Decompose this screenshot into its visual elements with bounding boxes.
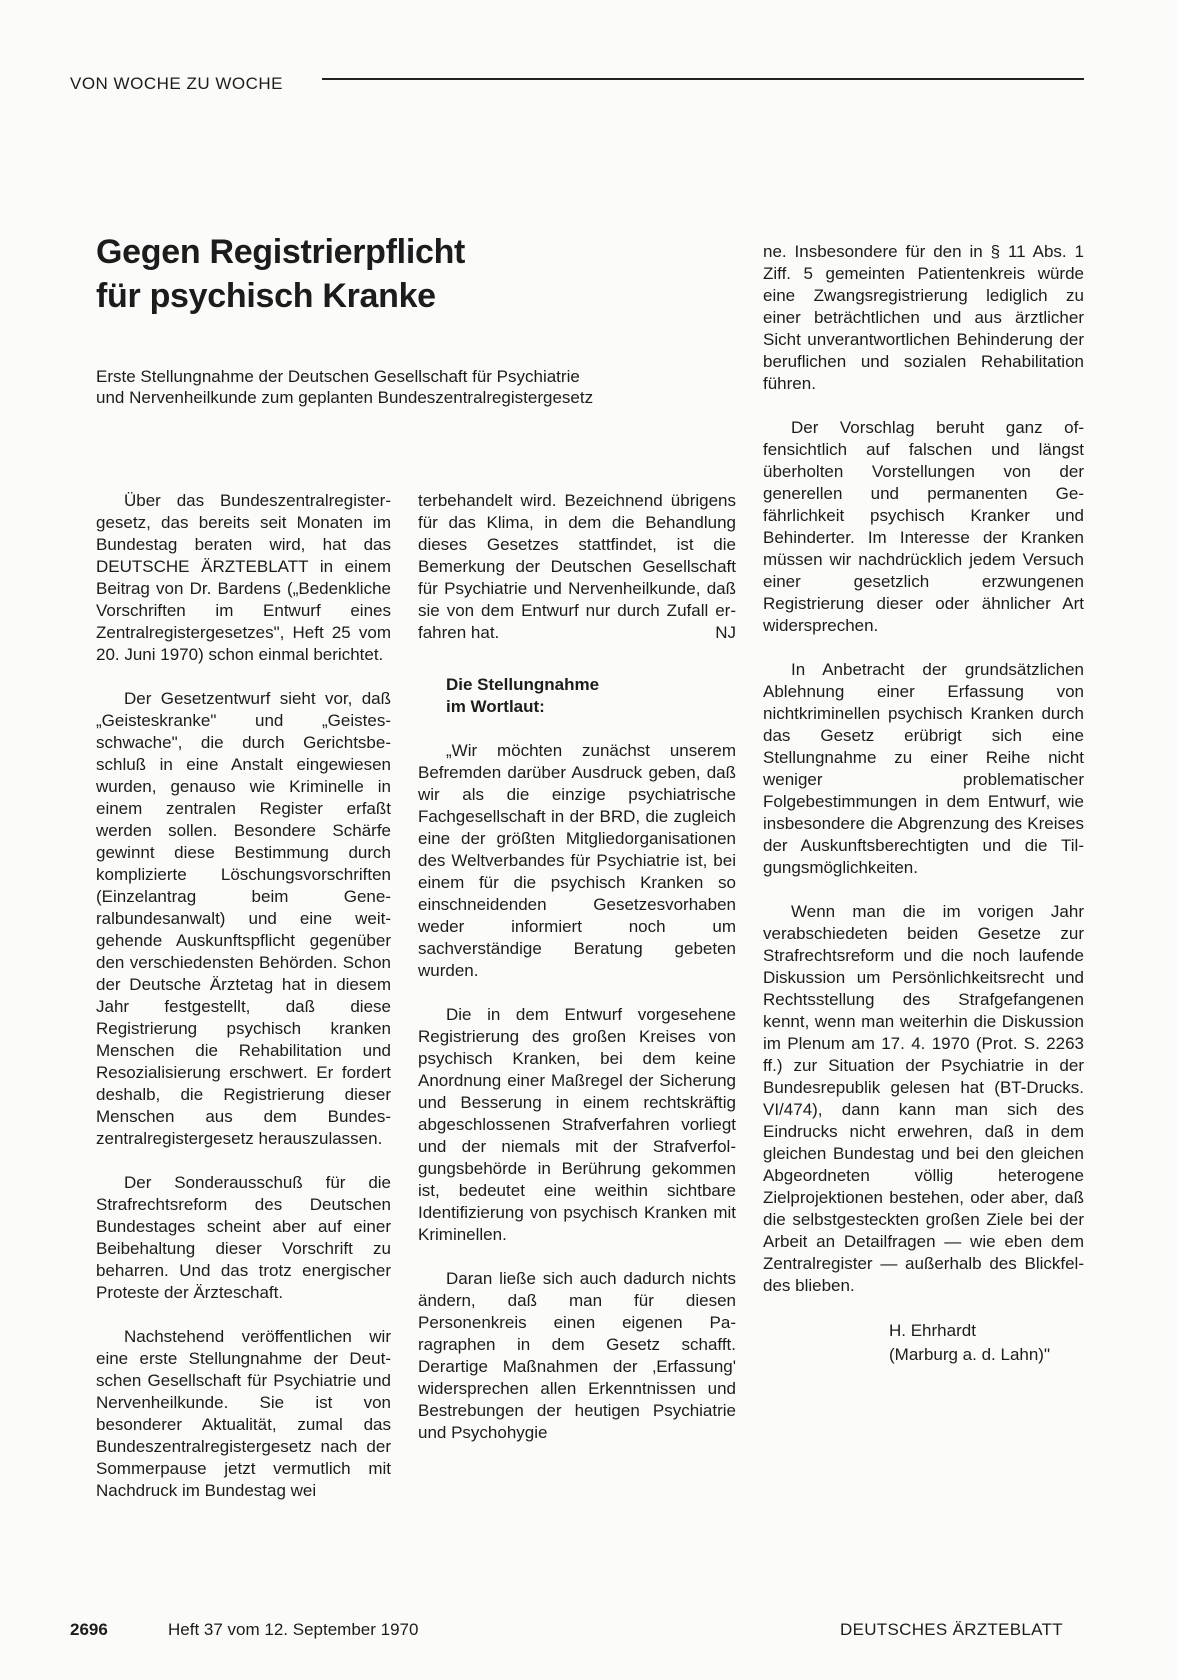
- header-rule: [322, 78, 1084, 80]
- paragraph: Daran ließe sich auch dadurch nichts ändern, daß man für diesen Personenkreis einen eigenen Paragraphen in dem Gesetz schafft. Derartige Maßnahmen der ‚Erfassung' widersprechen allen Erkenntnissen und Bestrebungen der heutigen Psychiatrie und Psychohygie: [418, 1269, 736, 1442]
- signature-place: (Marburg a. d. Lahn)": [889, 1345, 1051, 1364]
- article-subtitle: [96, 366, 716, 408]
- article-title: [96, 230, 616, 318]
- journal-name: DEUTSCHES ÄRZTEBLATT: [840, 1620, 1063, 1639]
- column-3: [763, 241, 1084, 1367]
- paragraph: [418, 490, 736, 644]
- paragraph: Die in dem Entwurf vorgesehene Registrierung des großen Kreises von psychisch Kranken, bei dem keine Anordnung einer Maßregel der Sicherung und Besserung in einem rechtskräftig abgeschlossenen Strafverfahren vorliegt und der niemals mit der Strafverfolgungsbehörde in Berührung gekommen ist, bedeutet eine weithin sichtbare Identifizierung von psychisch Kranken mit Kriminellen.: [418, 1005, 736, 1244]
- title-line-2: für psychisch Kranke: [96, 277, 436, 315]
- section-heading: [446, 674, 736, 718]
- paragraph: In Anbetracht der grundsätzlichen Ablehnung einer Erfassung von nichtkriminellen psychisch Kranken durch das Gesetz erübrigt sich eine Stellungnahme zu einer Reihe nicht weniger problematischer Folgebestimmungen in dem Entwurf, wie insbesondere die Abgrenzung des Kreises der Auskunftsberechtigten und die Tilgungsmöglichkeiten.: [763, 660, 1084, 877]
- column-2: [418, 490, 736, 1466]
- section-heading-line-2: im Wortlaut:: [446, 697, 545, 716]
- section-heading-line-1: Die Stellungnahme: [446, 675, 600, 694]
- subtitle-line-2: und Nervenheilkunde zum geplanten Bundeszentralregistergesetz: [96, 388, 594, 407]
- paragraph: ne. Insbesondere für den in § 11 Abs. 1 Ziff. 5 gemeinten Patientenkreis würde eine Zwangsregistrierung lediglich zu einer beträchtlichen und aus ärztlicher Sicht unverantwortlichen Behinderung der beruflichen und sozialen Rehabilitation führen.: [763, 242, 1084, 393]
- paragraph: Der Vorschlag beruht ganz offensichtlich auf falschen und längst überholten Vorstellungen von der generellen und permanenten Gefährlichkeit psychisch Kranker und Behinderter. Im Interesse der Kranken müssen wir nachdrücklich jedem Versuch einer gesetzlich erzwungenen Registrierung dieser oder ähnlicher Art widersprechen.: [763, 418, 1084, 635]
- section-label: VON WOCHE ZU WOCHE: [70, 74, 283, 93]
- signature-name: H. Ehrhardt: [889, 1321, 976, 1340]
- paragraph: Der Sonderausschuß für die Strafrechtsreform des Deutschen Bundestages scheint aber auf einer Beibehaltung dieser Vorschrift zu beharren. Und das trotz energischer Proteste der Ärzteschaft.: [96, 1173, 391, 1302]
- paragraph: Nachstehend veröffentlichen wir eine erste Stellungnahme der Deutschen Gesellschaft für Psychiatrie und Nervenheilkunde. Sie ist von besonderer Aktualität, zumal das Bundeszentralregistergesetz nach der Sommerpause jetzt vermutlich mit Nachdruck im Bundestag wei: [96, 1327, 391, 1500]
- column-1: [96, 490, 391, 1524]
- paragraph: Wenn man die im vorigen Jahr verabschiedeten beiden Gesetze zur Strafrechtsreform und die noch laufende Diskussion um Persönlichkeitsrecht und Rechtsstellung des Strafgefangenen kennt, wenn man weiterhin die Diskussion im Plenum am 17. 4. 1970 (Prot. S. 2263 ff.) zur Situation der Psychiatrie in der Bundesrepublik gelesen hat (BT-Drucks. VI/474), dann kann man sich des Eindrucks nicht erwehren, daß in dem gleichen Bundestag und bei den gleichen Abgeordneten völlig heterogene Zielprojektionen bestehen, oder aber, daß die selbstgesteckten großen Ziele bei der Arbeit an Detailfragen — wie eben dem Zentralregister — außerhalb des Blickfeldes blieben.: [763, 902, 1084, 1295]
- paragraph: „Wir möchten zunächst unserem Befremden darüber Ausdruck geben, daß wir als die einzige psychiatrische Fachgesellschaft in der BRD, die zugleich eine der größten Mitgliedorganisationen des Weltverbandes für Psychiatrie ist, bei einem für die psychisch Kranken so einschneidenden Gesetzesvorhaben weder informiert noch um sachverständige Beratung gebeten wurden.: [418, 741, 736, 980]
- issue-info: Heft 37 vom 12. September 1970: [168, 1620, 419, 1639]
- subtitle-line-1: Erste Stellungnahme der Deutschen Gesellschaft für Psychiatrie: [96, 367, 580, 386]
- page-number: 2696: [70, 1620, 108, 1639]
- title-line-1: Gegen Registrierpflicht: [96, 233, 466, 271]
- paragraph: Über das Bundeszentralregistergesetz, das bereits seit Monaten im Bundestag beraten wird, hat das DEUTSCHE ÄRZTEBLATT in einem Beitrag von Dr. Bardens („Bedenkliche Vorschriften im Entwurf eines Zentralregistergesetzes", Heft 25 vom 20. Juni 1970) schon einmal berichtet.: [96, 491, 391, 664]
- paragraph: Der Gesetzentwurf sieht vor, daß „Geisteskranke" und „Geistesschwache", die durch Gerichtsbeschluß in eine Anstalt eingewiesen wurden, genauso wie Kriminelle in einem zentralen Register erfaßt werden sollen. Besondere Schärfe gewinnt diese Bestimmung durch komplizierte Löschungsvorschriften (Einzelantrag beim Generalbundesanwalt) und eine weitgehende Auskunftspflicht gegenüber den verschiedensten Behörden. Schon der Deutsche Ärztetag hat in diesem Jahr festgestellt, daß diese Registrierung psychisch kranken Menschen die Rehabilitation und Resozialisierung erschwert. Er fordert deshalb, die Registrierung dieser Menschen aus dem Bundeszentralregistergesetz herauszulassen.: [96, 689, 391, 1148]
- author-initials: NJ: [715, 623, 736, 642]
- signature: [889, 1319, 1084, 1367]
- paragraph-text: terbehandelt wird. Bezeichnend übrigens für das Klima, in dem die Behandlung dieses Gesetzes stattfindet, ist die Bemerkung der Deutschen Gesellschaft für Psychiatrie und Nervenheilkunde, daß sie von dem Entwurf nur durch Zufall erfahren hat.: [418, 491, 736, 642]
